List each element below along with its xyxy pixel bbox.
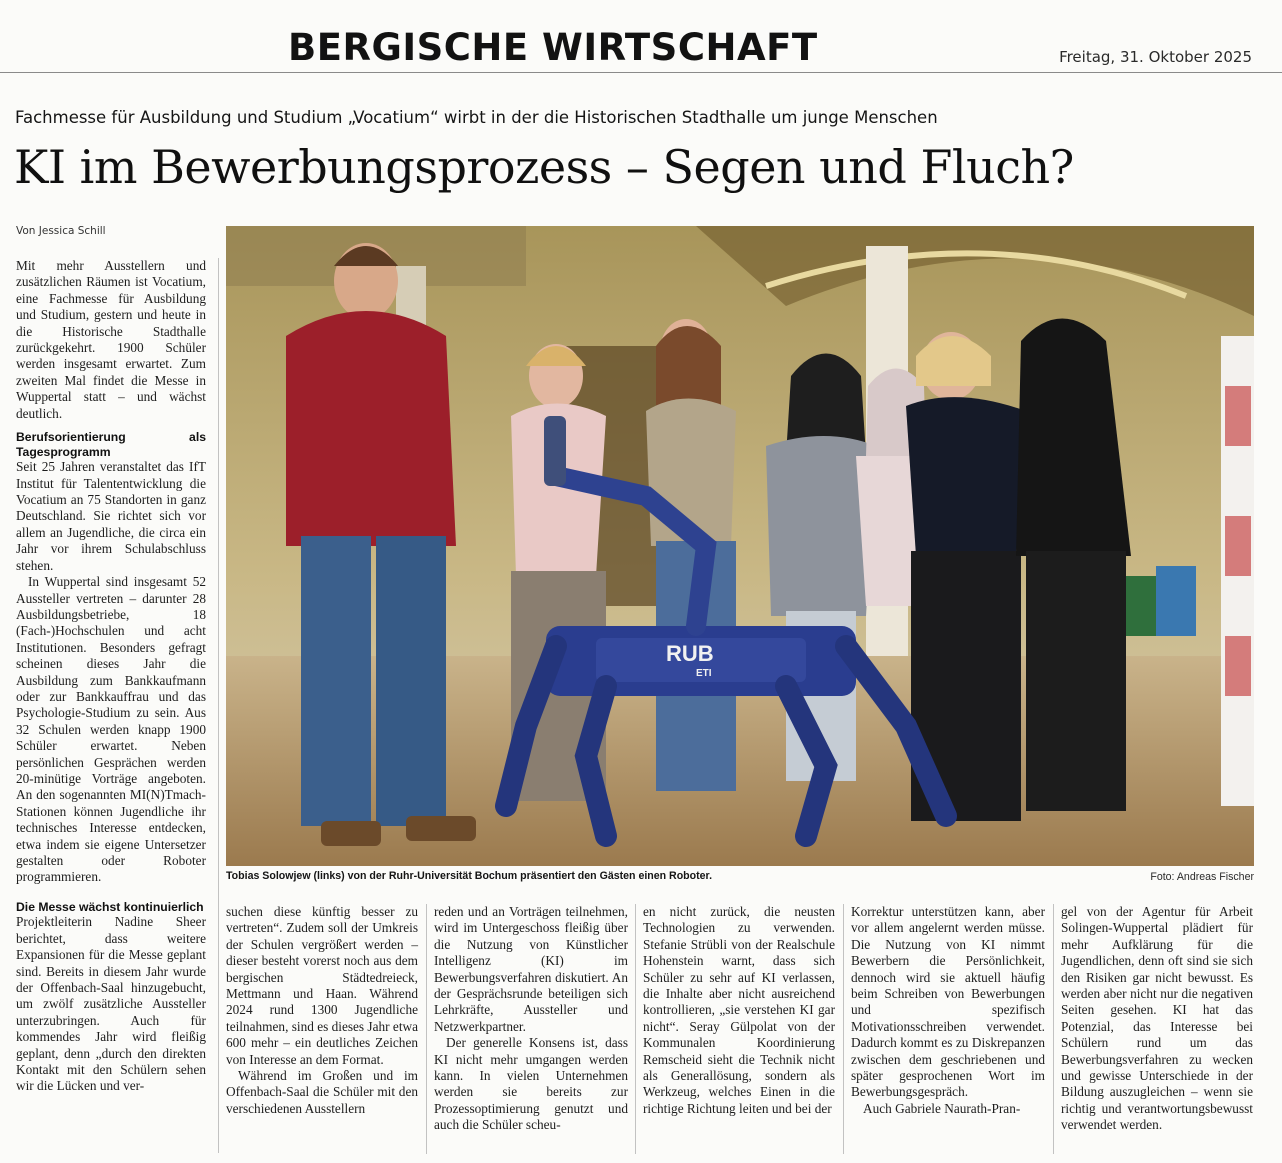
paragraph: In Wuppertal sind insgesamt 52 Aussteller vertreten – darunter 28 Ausbildungsbetriebe, 18 (Fach-)Hochschulen und acht Institutionen. Besonders gefragt scheinen dieses Jahr die Ausbildung zum Bankkaufmann oder zur Bankkauffrau und das Psychologie-Studium zu sein. Aus 32 Schulen werden knapp 1900 Schüler erwartet. Neben persönlichen Gesprächen werden 20-minütige Vorträge angeboten. An den sogenannten MI(N)Tmach-Stationen können Jugendliche ihr technisches Interesse entdecken, etwa indem sie eigene Untersetzer gestalten oder Roboter programmieren.	[16, 574, 206, 885]
subheading-berufsorientierung: Berufsorientierung als Tagesprogramm	[16, 430, 206, 459]
paragraph: gel von der Agentur für Arbeit Solingen-Wuppertal plädiert für mehr Aufklärung für die Jugendlichen, denn oft sind sie sich den Risiken gar nicht bewusst. Es werden aber nicht nur die negativen Seiten gesehen. KI hat das Potenzial, das Interesse bei Schülern rund um das Bewerbungsverfahren zu wecken und gewisse Unterschiede in der Bildung auszugleichen – wenn sie richtig und verantwortungsbewusst verwendet werden.	[1061, 904, 1253, 1133]
article-headline: KI im Bewerbungsprozess – Segen und Fluch?	[14, 140, 1074, 194]
byline: Von Jessica Schill	[16, 225, 106, 237]
paragraph: Auch Gabriele Naurath-Pran-	[863, 1100, 1021, 1116]
paragraph: Korrektur unterstützen kann, aber vor allem angelernt werden müsse. Die Nutzung von KI nimmt Bewerbern die Persönlichkeit, dennoch wird sie aktuell häufig beim Schreiben von Bewerbungen und spezifisch Motivationsschreiben verwendet. Dadurch kommt es zu Diskrepanzen zwischen dem geschriebenen und später gesprochenen Wort im Bewerbungsgespräch.	[851, 904, 1045, 1100]
article-photo	[226, 226, 1254, 866]
photo-credit: Foto: Andreas Fischer	[1150, 871, 1254, 883]
column-divider	[1053, 904, 1054, 1154]
column-divider	[426, 904, 427, 1154]
subheading-messe-waechst: Die Messe wächst kontinuierlich	[16, 899, 204, 914]
paragraph: Der generelle Konsens ist, dass KI nicht mehr umgangen werden kann. In vielen Unternehmen werden sie bereits zur Prozessoptimierung genutzt und auch die Schüler scheu-	[434, 1035, 628, 1133]
robot-eti-label: ETI	[696, 668, 712, 679]
column-divider	[218, 258, 219, 1153]
paragraph: Projektleiterin Nadine Sheer berichtet, dass weitere Expansionen für die Messe geplant sind. Bereits in diesem Jahr wurde der Offenbach-Saal hinzugebucht, um zwölf zusätzliche Aussteller unterzubringen. Auch für kommendes Jahr wird fleißig geplant, denn „durch den direkten Kontakt mit den Schülern sehen wir die Lücken und ver-	[16, 914, 206, 1094]
paragraph: Während im Großen und im Offenbach-Saal die Schüler mit den verschiedenen Ausstellern	[226, 1068, 418, 1116]
section-title: BERGISCHE WIRTSCHAFT	[288, 26, 818, 69]
intro-paragraph: Mit mehr Ausstellern und zusätzlichen Räumen ist Vocatium, eine Fachmesse für Ausbildung und Studium, gestern und heute in die Historische Stadthalle zurückgekehrt. 1900 Schüler werden insgesamt erwartet. Zum zweiten Mal findet die Messe in Wuppertal statt – und wächst deutlich.	[16, 258, 206, 421]
article-column-1	[16, 258, 206, 1095]
column-divider	[843, 904, 844, 1154]
paragraph: en nicht zurück, die neusten Technologien zu verwenden. Stefanie Strübli von der Realschule Hohenstein warnt, dass sich Schüler zu sehr auf KI verlassen, die Inhalte aber nicht ausreichend kontrollieren, „sie verstehen KI gar nicht“. Seray Gülpolat von der Kommunalen Koordinierung Remscheid sieht die Technik nicht als Generallösung, sondern als Werkzeug, welches Einen in die richtige Richtung leiten und bei der	[643, 904, 835, 1116]
article-column-2	[226, 904, 418, 1117]
photo-robot-scene	[226, 226, 1254, 866]
masthead-rule	[0, 72, 1282, 73]
issue-date: Freitag, 31. Oktober 2025	[1059, 48, 1252, 66]
robot-rub-label: RUB	[666, 641, 714, 666]
paragraph: suchen diese künftig besser zu vertreten“. Zudem soll der Umkreis der Schulen vergrößert werden – dieser besteht vorerst noch aus dem bergischen Städtedreieck, Mettmann und Haan. Während 2024 rund 1300 Jugendliche teilnahmen, sind es dieses Jahr etwa 600 mehr – ein deutliches Zeichen von Interesse an dem Format.	[226, 904, 419, 1067]
paragraph: reden und an Vorträgen teilnehmen, wird im Untergeschoss fleißig über die Nutzung von Künstlicher Intelligenz (KI) im Bewerbungsverfahren diskutiert. An der Gesprächsrunde beteiligen sich Lehrkräfte, Aussteller und Netzwerkpartner.	[434, 904, 628, 1034]
paragraph: Seit 25 Jahren veranstaltet das IfT Institut für Talententwicklung die Vocatium an 75 Standorten in ganz Deutschland. Sie richtet sich vor allem an Jugendliche, die circa ein Jahr vor ihrem Schulabschluss stehen.	[16, 459, 206, 573]
photo-caption: Tobias Solowjew (links) von der Ruhr-Universität Bochum präsentiert den Gästen einen Roboter.	[226, 870, 713, 882]
article-column-5	[851, 904, 1045, 1117]
article-kicker: Fachmesse für Ausbildung und Studium „Vocatium“ wirbt in der die Historischen Stadthalle um junge Menschen	[15, 108, 938, 127]
article-column-6	[1061, 904, 1253, 1134]
article-column-4	[643, 904, 835, 1117]
article-column-3	[434, 904, 628, 1134]
column-divider	[635, 904, 636, 1154]
